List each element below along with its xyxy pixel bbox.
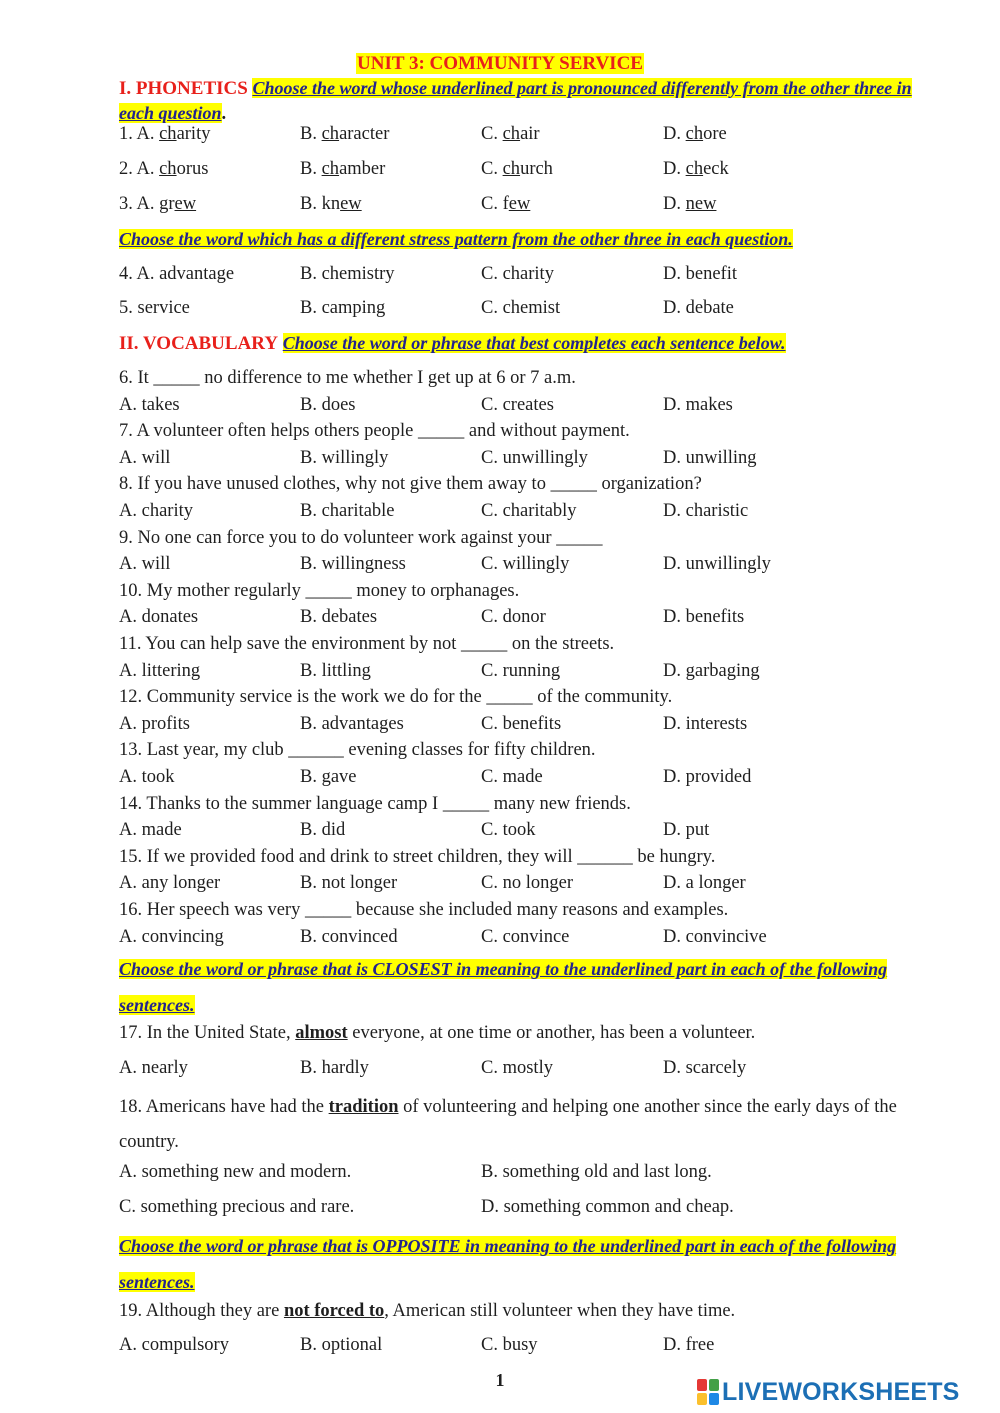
option: B. willingness	[300, 554, 406, 574]
option: A. will	[119, 448, 171, 468]
question-stem: 13. Last year, my club ______ evening classes for fifty children.	[119, 740, 596, 760]
option: D. convincive	[663, 927, 767, 947]
section-heading: II. VOCABULARY	[119, 333, 279, 354]
option: C. no longer	[481, 873, 573, 893]
instruction: Choose the word whose underlined part is pronounced differently from the other three in each question	[119, 78, 912, 123]
option: D. something common and cheap.	[481, 1197, 734, 1217]
option: B. chamber	[300, 159, 386, 179]
option: B. character	[300, 124, 390, 144]
option: B. something old and last long.	[481, 1162, 712, 1182]
option: B. knew	[300, 194, 362, 214]
option: D. chore	[663, 124, 727, 144]
option: 5. service	[119, 298, 190, 318]
option: A. takes	[119, 395, 180, 415]
question-stem: 9. No one can force you to do volunteer work against your _____	[119, 528, 603, 548]
option: B. not longer	[300, 873, 398, 893]
option: 4. A. advantage	[119, 264, 235, 284]
page-title: UNIT 3: COMMUNITY SERVICE	[357, 53, 643, 74]
question-row	[0, 551, 900, 577]
option: B. optional	[300, 1335, 383, 1355]
option: D. charistic	[663, 501, 749, 521]
key-phrase: tradition	[328, 1097, 399, 1117]
option: C. convince	[481, 927, 570, 947]
question-row	[0, 1194, 900, 1220]
option: A. took	[119, 767, 175, 787]
question-row	[0, 121, 900, 147]
option: 2. A. chorus	[119, 159, 209, 179]
option: B. gave	[300, 767, 357, 787]
logo-text: LIVEWORKSHEETS	[722, 1377, 960, 1406]
option: C. busy	[481, 1335, 538, 1355]
question-row	[0, 156, 900, 182]
section-heading: I. PHONETICS	[119, 78, 248, 99]
question-row	[0, 445, 900, 471]
question-row	[0, 1332, 900, 1358]
option: C. church	[481, 159, 553, 179]
option: B. chemistry	[300, 264, 395, 284]
option: B. does	[300, 395, 356, 415]
liveworksheets-logo	[697, 1377, 960, 1407]
option: B. did	[300, 820, 346, 840]
option: A. made	[119, 820, 182, 840]
option: 1. A. charity	[119, 124, 211, 144]
question-row	[0, 1159, 900, 1185]
option: A. littering	[119, 661, 201, 681]
option: C. willingly	[481, 554, 570, 574]
option: D. free	[663, 1335, 715, 1355]
option: D. check	[663, 159, 729, 179]
question-row	[0, 817, 900, 843]
option: B. debates	[300, 607, 378, 627]
option: D. unwilling	[663, 448, 757, 468]
option: D. debate	[663, 298, 734, 318]
question-stem: 11. You can help save the environment by not _____ on the streets.	[119, 634, 615, 654]
question-stem: 6. It _____ no difference to me whether I get up at 6 or 7 a.m.	[119, 368, 576, 388]
question-stem: 18. Americans have had the tradition of volunteering and helping one another since the early days of the country.	[119, 1097, 897, 1152]
question-row	[0, 261, 900, 287]
option: B. convinced	[300, 927, 398, 947]
question-stem: 15. If we provided food and drink to street children, they will ______ be hungry.	[119, 847, 716, 867]
option: D. unwillingly	[663, 554, 771, 574]
option: A. donates	[119, 607, 199, 627]
option: C. made	[481, 767, 543, 787]
option: A. convincing	[119, 927, 224, 947]
instruction: Choose the word or phrase that best completes each sentence below.	[282, 333, 786, 353]
option: C. running	[481, 661, 561, 681]
option: A. any longer	[119, 873, 221, 893]
option: C. unwillingly	[481, 448, 588, 468]
vocabulary-section-header	[119, 331, 939, 356]
option: B. advantages	[300, 714, 404, 734]
option: A. compulsory	[119, 1335, 229, 1355]
option: B. littling	[300, 661, 371, 681]
option: A. nearly	[119, 1058, 188, 1078]
page-number: 1	[495, 1370, 505, 1390]
question-row	[0, 711, 900, 737]
question-stem: 16. Her speech was very _____ because she included many reasons and examples.	[119, 900, 729, 920]
stress-instruction: Choose the word which has a different stress pattern from the other three in each question.	[119, 229, 793, 249]
option: A. profits	[119, 714, 190, 734]
option: C. benefits	[481, 714, 562, 734]
option: C. took	[481, 820, 536, 840]
question-stem: 8. If you have unused clothes, why not give them away to _____ organization?	[119, 474, 702, 494]
phonetics-section-header: I. PHONETICS Choose the word whose underlined part is pronounced differently from the other three in each question.	[119, 78, 912, 124]
option: D. garbaging	[663, 661, 760, 681]
option: B. charitable	[300, 501, 395, 521]
question-row	[0, 658, 900, 684]
option: D. benefits	[663, 607, 745, 627]
option: C. donor	[481, 607, 546, 627]
question-row	[0, 764, 900, 790]
question-stem: 12. Community service is the work we do for the _____ of the community.	[119, 687, 673, 707]
question-stem: 14. Thanks to the summer language camp I _____ many new friends.	[119, 794, 631, 814]
option: A. charity	[119, 501, 193, 521]
option: C. chair	[481, 124, 540, 144]
question-row	[0, 498, 900, 524]
question-stem: 7. A volunteer often helps others people _____ and without payment.	[119, 421, 630, 441]
option: C. charity	[481, 264, 554, 284]
option: D. benefit	[663, 264, 737, 284]
option: D. interests	[663, 714, 748, 734]
option: B. camping	[300, 298, 386, 318]
option: C. something precious and rare.	[119, 1197, 355, 1217]
option: B. willingly	[300, 448, 389, 468]
option: A. will	[119, 554, 171, 574]
option: B. hardly	[300, 1058, 369, 1078]
option: C. few	[481, 194, 531, 214]
closest-instruction: Choose the word or phrase that is CLOSEST in meaning to the underlined part in each of the following sentences.	[119, 959, 888, 1015]
option: C. creates	[481, 395, 554, 415]
question-row	[0, 191, 900, 217]
option: C. mostly	[481, 1058, 553, 1078]
option: C. chemist	[481, 298, 561, 318]
liveworksheets-logo-icon	[697, 1379, 719, 1405]
option: D. makes	[663, 395, 733, 415]
question-stem: 19. Although they are not forced to, American still volunteer when they have time.	[119, 1301, 736, 1321]
option: D. a longer	[663, 873, 746, 893]
question-stem: 10. My mother regularly _____ money to orphanages.	[119, 581, 520, 601]
question-stem: 17. In the United State, almost everyone, at one time or another, has been a volunteer.	[119, 1023, 756, 1043]
option: D. new	[663, 194, 717, 214]
question-row	[0, 295, 900, 321]
question-row	[0, 924, 900, 950]
question-row	[0, 392, 900, 418]
key-phrase: almost	[295, 1023, 348, 1043]
question-row	[0, 1055, 900, 1081]
opposite-instruction: Choose the word or phrase that is OPPOSITE in meaning to the underlined part in each of the following sentences.	[119, 1236, 897, 1292]
option: 3. A. grew	[119, 194, 197, 214]
option: C. charitably	[481, 501, 577, 521]
key-phrase: not forced to	[283, 1301, 385, 1321]
option: D. scarcely	[663, 1058, 747, 1078]
question-row	[0, 870, 900, 896]
option: D. provided	[663, 767, 752, 787]
option: A. something new and modern.	[119, 1162, 352, 1182]
option: D. put	[663, 820, 710, 840]
question-row	[0, 604, 900, 630]
